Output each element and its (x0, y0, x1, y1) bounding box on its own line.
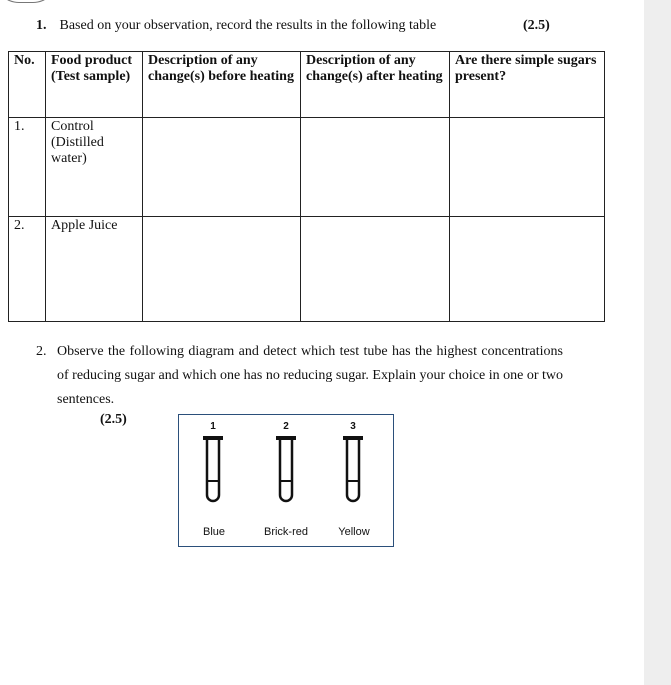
table-header-row (9, 52, 605, 118)
before-heating-cell[interactable] (143, 118, 301, 217)
tube-2-number: 2 (283, 421, 289, 432)
test-tube-2-icon (274, 435, 298, 507)
tube-1-label: Blue (202, 526, 226, 538)
question-1-number: 1. (36, 18, 47, 33)
food-product-cell: Control (Distilled water) (46, 118, 143, 217)
row-number: 1. (9, 118, 46, 217)
header-before-heating: Description of any change(s) before heating (143, 52, 301, 118)
table-row (9, 217, 605, 322)
simple-sugars-cell[interactable] (450, 217, 605, 322)
page-header (0, 0, 300, 8)
test-tube-3-icon (341, 435, 365, 507)
header-after-heating: Description of any change(s) after heating (301, 52, 450, 118)
tube-3-label: Yellow (338, 526, 370, 538)
question-2-text: Observe the following diagram and detect which test tube has the highest concentrations of reducing sugar and which one has no reducing sugar. Explain your choice in one or two sentences. (57, 344, 563, 407)
question-1-points: (2.5) (523, 18, 550, 33)
after-heating-cell[interactable] (301, 118, 450, 217)
university-seal (0, 0, 58, 3)
header-simple-sugars: Are there simple sugars present? (450, 52, 605, 118)
test-tube-diagram (178, 414, 394, 547)
header-no: No. (9, 52, 46, 118)
after-heating-cell[interactable] (301, 217, 450, 322)
question-1-text: Based on your observation, record the results in the following table (59, 18, 437, 33)
question-2-points: (2.5) (100, 412, 127, 427)
results-table (8, 51, 605, 322)
tube-1-number: 1 (210, 421, 216, 432)
table-row (9, 118, 605, 217)
question-2-number: 2. (36, 344, 47, 359)
food-product-cell: Apple Juice (46, 217, 143, 322)
question-1 (36, 18, 436, 34)
simple-sugars-cell[interactable] (450, 118, 605, 217)
right-margin-bar (644, 0, 671, 685)
before-heating-cell[interactable] (143, 217, 301, 322)
header-food-product: Food product (Test sample) (46, 52, 143, 118)
tube-2-label: Brick-red (263, 526, 308, 538)
test-tube-1-icon (201, 435, 225, 507)
row-number: 2. (9, 217, 46, 322)
tube-3-number: 3 (350, 421, 356, 432)
